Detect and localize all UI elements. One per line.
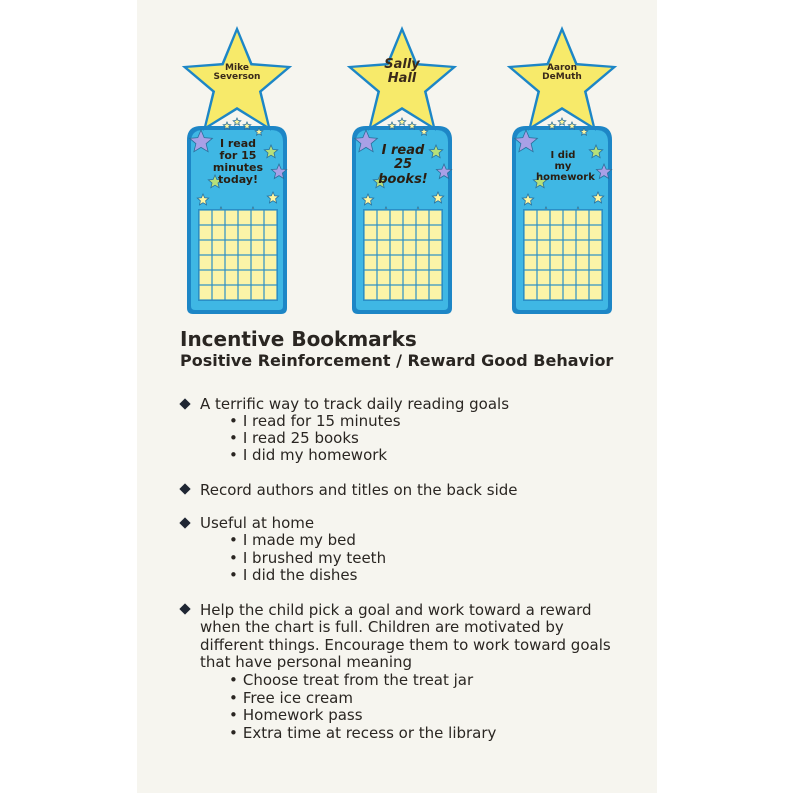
grid-cell	[430, 286, 442, 300]
section-1-item-1: • I read for 15 minutes	[229, 412, 401, 430]
section-4-item-4: • Extra time at recess or the library	[229, 724, 496, 742]
grid-cell	[525, 271, 537, 285]
grid-cell	[577, 256, 589, 270]
grid-cell	[404, 286, 416, 300]
grid-cell	[430, 271, 442, 285]
grid-cell	[213, 241, 225, 255]
grid-cell	[378, 286, 390, 300]
grid-cell	[590, 271, 602, 285]
grid-cell	[430, 211, 442, 225]
grid-cell	[525, 256, 537, 270]
grid-cell	[239, 241, 251, 255]
grid-cell	[525, 226, 537, 240]
bookmark-name: Mike Severson	[213, 63, 261, 83]
grid-cell	[430, 241, 442, 255]
bookmark-message: I read 25 books!	[378, 143, 428, 187]
section-4-item-3: • Homework pass	[229, 706, 363, 724]
bullet-diamond-3	[181, 515, 198, 533]
grid-cell	[577, 211, 589, 225]
grid-cell	[551, 271, 563, 285]
grid-cell	[391, 211, 403, 225]
grid-cell	[365, 286, 377, 300]
grid-cell	[577, 286, 589, 300]
grid-cell	[252, 211, 264, 225]
grid-cell	[564, 286, 576, 300]
grid-cell	[417, 211, 429, 225]
grid-cell	[213, 226, 225, 240]
grid-cell	[365, 271, 377, 285]
grid-cell	[200, 241, 212, 255]
grid-cell	[378, 241, 390, 255]
grid-cell	[404, 226, 416, 240]
grid-cell	[551, 286, 563, 300]
grid-cell	[252, 271, 264, 285]
grid-cell	[226, 241, 238, 255]
grid-cell	[538, 271, 550, 285]
grid-cell	[404, 211, 416, 225]
section-3-item-2: • I brushed my teeth	[229, 549, 386, 567]
grid-cell	[265, 286, 277, 300]
grid-cell	[525, 241, 537, 255]
grid-cell	[391, 241, 403, 255]
bookmark-message: I did my homework	[536, 150, 595, 183]
section-4-line-2: when the chart is full. Children are motivated by	[200, 618, 564, 636]
grid-cell	[417, 256, 429, 270]
section-1-item-3: • I did my homework	[229, 446, 387, 464]
grid-cell	[226, 211, 238, 225]
decor-star-icon	[398, 118, 406, 125]
grid-cell	[213, 286, 225, 300]
grid-cell	[417, 271, 429, 285]
section-3-text: Useful at home	[200, 514, 315, 532]
bookmark-name: Sally Hall	[384, 57, 420, 86]
grid-cell	[213, 256, 225, 270]
decor-star-icon	[558, 118, 566, 125]
grid-cell	[226, 286, 238, 300]
grid-cell	[430, 256, 442, 270]
grid-cell	[564, 256, 576, 270]
grid-cell	[590, 256, 602, 270]
grid-cell	[590, 226, 602, 240]
grid-cell	[564, 271, 576, 285]
grid-cell	[365, 211, 377, 225]
bullet-diamond-4	[181, 601, 198, 619]
grid-cell	[391, 226, 403, 240]
section-3-item-1: • I made my bed	[229, 531, 356, 549]
grid-cell	[265, 271, 277, 285]
grid-cell	[200, 286, 212, 300]
grid-cell	[226, 256, 238, 270]
bookmark-sally-hall	[340, 22, 464, 316]
page-title: Incentive Bookmarks	[180, 327, 417, 351]
grid-cell	[404, 241, 416, 255]
grid-cell	[200, 211, 212, 225]
grid-cell	[378, 226, 390, 240]
grid-cell	[213, 271, 225, 285]
section-4-line-4: that have personal meaning	[200, 653, 413, 671]
grid-cell	[200, 256, 212, 270]
section-1-item-2: • I read 25 books	[229, 429, 359, 447]
grid-cell	[538, 211, 550, 225]
grid-cell	[404, 256, 416, 270]
grid-cell	[391, 271, 403, 285]
grid-cell	[239, 271, 251, 285]
section-3-item-3: • I did the dishes	[229, 566, 357, 584]
grid-cell	[564, 226, 576, 240]
grid-cell	[417, 226, 429, 240]
section-1-text: A terrific way to track daily reading goals	[200, 395, 510, 413]
grid-cell	[577, 241, 589, 255]
section-4-item-1: • Choose treat from the treat jar	[229, 671, 473, 689]
grid-cell	[252, 256, 264, 270]
grid-cell	[365, 226, 377, 240]
grid-cell	[525, 211, 537, 225]
grid-cell	[391, 286, 403, 300]
grid-cell	[564, 211, 576, 225]
section-4-line-1: Help the child pick a goal and work toward a reward	[200, 601, 592, 619]
grid-cell	[551, 241, 563, 255]
section-2-text: Record authors and titles on the back side	[200, 481, 518, 499]
grid-cell	[577, 271, 589, 285]
grid-cell	[239, 286, 251, 300]
grid-cell	[200, 271, 212, 285]
section-4-item-2: • Free ice cream	[229, 689, 353, 707]
bookmark-name: Aaron DeMuth	[542, 63, 582, 83]
decor-star-icon	[233, 118, 241, 125]
grid-cell	[252, 226, 264, 240]
grid-cell	[239, 256, 251, 270]
bullet-diamond-1	[181, 396, 198, 414]
grid-cell	[200, 226, 212, 240]
grid-cell	[252, 286, 264, 300]
grid-cell	[430, 226, 442, 240]
grid-cell	[525, 286, 537, 300]
grid-cell	[590, 241, 602, 255]
grid-cell	[417, 241, 429, 255]
grid-cell	[213, 211, 225, 225]
grid-cell	[378, 256, 390, 270]
grid-cell	[239, 226, 251, 240]
grid-cell	[551, 256, 563, 270]
bookmark-aaron-demuth	[500, 22, 624, 316]
grid-cell	[538, 226, 550, 240]
section-4-line-3: different things. Encourage them to work toward goals	[200, 636, 611, 654]
grid-cell	[538, 256, 550, 270]
grid-cell	[590, 286, 602, 300]
grid-cell	[538, 286, 550, 300]
grid-cell	[538, 241, 550, 255]
bookmark-mike-severson	[175, 22, 299, 316]
grid-cell	[564, 241, 576, 255]
grid-cell	[265, 226, 277, 240]
grid-cell	[265, 256, 277, 270]
grid-cell	[365, 256, 377, 270]
grid-cell	[265, 241, 277, 255]
grid-cell	[226, 226, 238, 240]
grid-cell	[226, 271, 238, 285]
bullet-diamond-2	[181, 481, 198, 499]
grid-cell	[404, 271, 416, 285]
grid-cell	[252, 241, 264, 255]
grid-cell	[417, 286, 429, 300]
grid-cell	[391, 256, 403, 270]
grid-cell	[239, 211, 251, 225]
grid-cell	[551, 226, 563, 240]
page-subtitle: Positive Reinforcement / Reward Good Behavior	[180, 351, 614, 370]
grid-cell	[265, 211, 277, 225]
grid-cell	[590, 211, 602, 225]
grid-cell	[365, 241, 377, 255]
grid-cell	[551, 211, 563, 225]
grid-cell	[378, 211, 390, 225]
grid-cell	[378, 271, 390, 285]
grid-cell	[577, 226, 589, 240]
bookmark-message: I read for 15 minutes today!	[212, 137, 264, 187]
